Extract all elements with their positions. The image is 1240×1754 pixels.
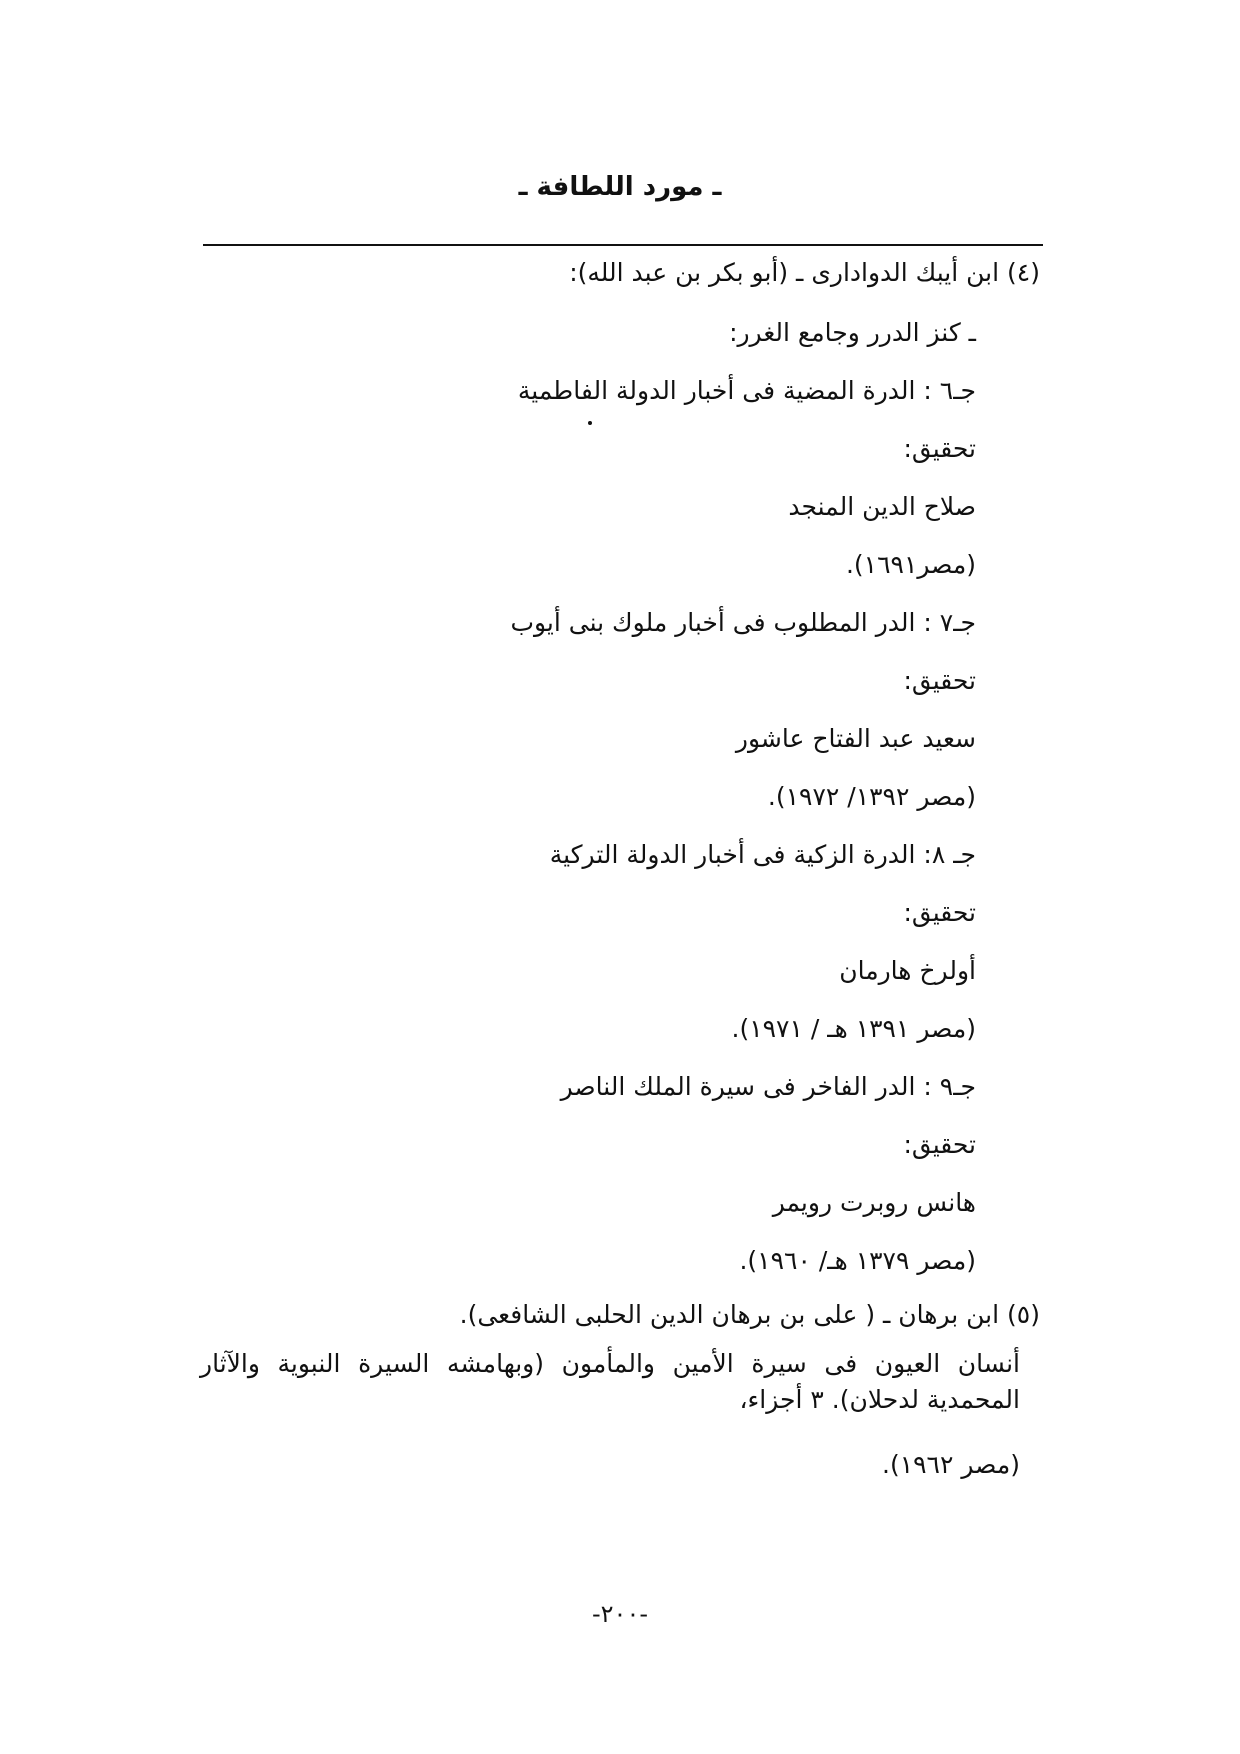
volume-7-editor-label: تحقيق: — [903, 666, 976, 695]
entry-5-work: أنسان العيون فى سيرة الأمين والمأمون (وبهامشه السيرة النبوية والآثار المحمدية لدحلان). ٣ أجزاء، — [200, 1349, 1020, 1414]
volume-7-title: جـ٧ : الدر المطلوب فى أخبار ملوك بنى أيوب — [510, 608, 976, 637]
volume-6-editor: صلاح الدين المنجد — [788, 492, 976, 521]
header-rule — [203, 244, 1043, 246]
volume-9-editor-label: تحقيق: — [903, 1130, 976, 1159]
volume-7-imprint: (مصر ١٣٩٢/ ١٩٧٢). — [767, 782, 976, 811]
volume-8-editor: أولرخ هارمان — [839, 956, 976, 985]
volume-9-title: جـ٩ : الدر الفاخر فى سيرة الملك الناصر — [560, 1072, 976, 1101]
volume-9-editor: هانس روبرت رويمر — [772, 1188, 976, 1217]
volume-6-editor-label: تحقيق: — [903, 434, 976, 463]
volume-8-title: جـ ٨: الدرة الزكية فى أخبار الدولة التركية — [549, 840, 976, 869]
volume-6-imprint: (مصر١٦٩١). — [845, 550, 976, 579]
stray-dot — [588, 421, 592, 425]
volume-8-editor-label: تحقيق: — [903, 898, 976, 927]
volume-9-imprint: (مصر ١٣٧٩ هـ/ ١٩٦٠). — [739, 1246, 976, 1275]
entry-4-heading: (٤) ابن أيبك الدوادارى ـ (أبو بكر بن عبد الله): — [569, 258, 1040, 287]
work-title: ـ كنز الدرر وجامع الغرر: — [729, 318, 976, 347]
volume-8-imprint: (مصر ١٣٩١ هـ / ١٩٧١). — [731, 1014, 976, 1043]
volume-7-editor: سعيد عبد الفتاح عاشور — [735, 724, 976, 753]
running-head: ـ مورد اللطافة ـ — [518, 172, 722, 202]
volume-6-title: جـ٦ : الدرة المضية فى أخبار الدولة الفاطمية — [517, 376, 976, 405]
entry-5-heading: (٥) ابن برهان ـ ( على بن برهان الدين الحلبى الشافعى). — [459, 1300, 1040, 1329]
entry-5-imprint: (مصر ١٩٦٢). — [882, 1450, 1020, 1479]
page-number: -٢٠٠- — [591, 1600, 648, 1628]
